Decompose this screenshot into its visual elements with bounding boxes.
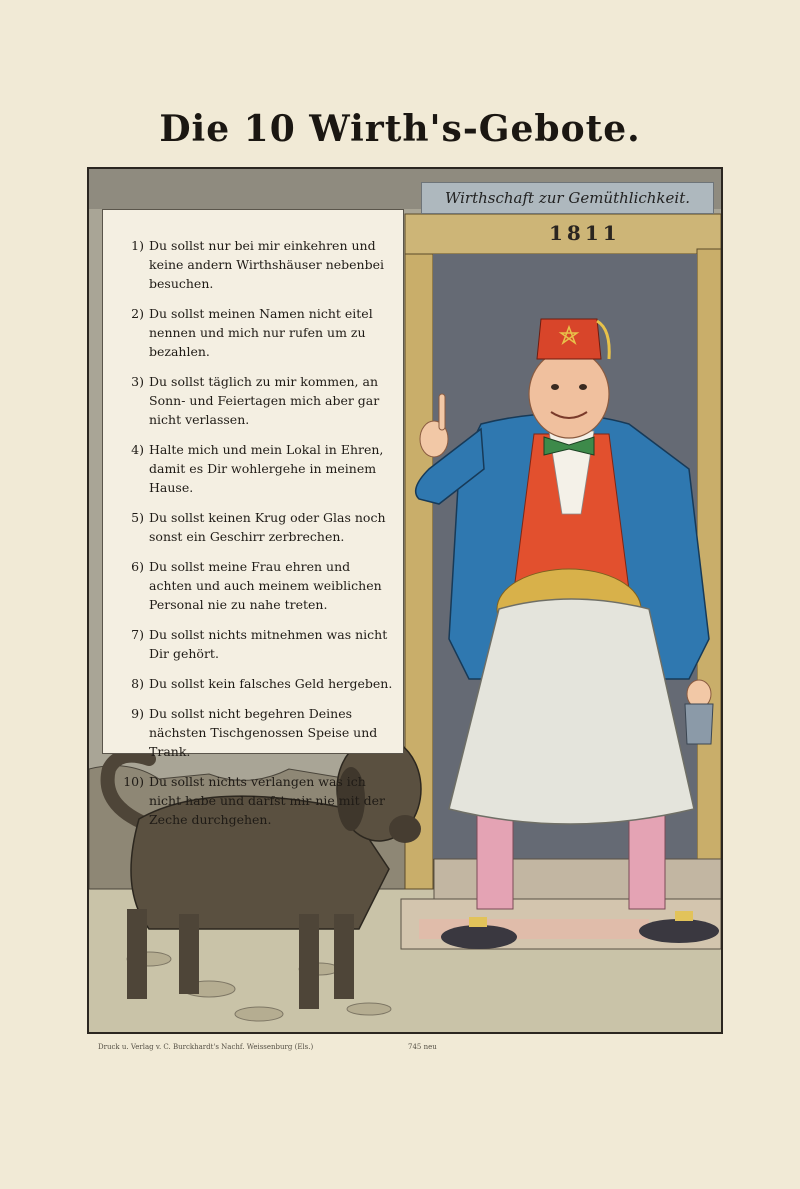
rule-text: Du sollst täglich zu mir kommen, an Sonn- und Feiertagen mich aber gar nicht verlassen.: [149, 374, 380, 427]
rule-number: 10): [123, 774, 144, 789]
rule-number: 6): [131, 559, 144, 574]
rule-text: Du sollst nur bei mir einkehren und keine andern Wirthshäuser nebenbei besuchen.: [149, 238, 384, 291]
rule-item: [111, 508, 395, 546]
rule-text: Du sollst nichts mitnehmen was nicht Dir gehört.: [149, 627, 388, 661]
publisher-imprint: Druck u. Verlag v. C. Burckhardt's Nachf. Weissenburg (Els.): [98, 1043, 314, 1051]
rule-number: 8): [131, 676, 144, 691]
rule-number: 9): [131, 706, 144, 721]
rule-text: Du sollst meine Frau ehren und achten und auch meinem weiblichen Personal nie zu nahe treten.: [149, 559, 382, 612]
head: [529, 350, 609, 438]
rule-text: Du sollst kein falsches Geld hergeben.: [149, 676, 393, 691]
rule-item: [111, 557, 395, 614]
rule-number: 4): [131, 442, 144, 457]
rule-number: 3): [131, 374, 144, 389]
tavern-sign: Wirthschaft zur Gemüthlichkeit.: [421, 182, 714, 214]
illustration-frame: [87, 167, 723, 1034]
rule-text: Halte mich und mein Lokal in Ehren, damit es Dir wohlergehe in meinem Hause.: [149, 442, 384, 495]
dog-leg-1: [127, 909, 147, 999]
tavern-year: 1811: [549, 221, 621, 245]
rule-item: [111, 304, 395, 361]
rule-item: [111, 704, 395, 761]
shoe-left: [441, 925, 517, 949]
page-title: Die 10 Wirth's-Gebote.: [159, 108, 641, 150]
rule-number: 5): [131, 510, 144, 525]
rule-number: 7): [131, 627, 144, 642]
rule-item: [111, 674, 395, 693]
raised-finger: [439, 394, 445, 430]
dog-leg-3: [299, 914, 319, 1009]
shoe-right: [639, 919, 719, 943]
print-number: 745 neu: [408, 1043, 437, 1051]
rule-number: 2): [131, 306, 144, 321]
rule-text: Du sollst meinen Namen nicht eitel nennen und mich nur rufen um zu bezahlen.: [149, 306, 373, 359]
tankard: [685, 704, 713, 744]
dog-leg-4: [334, 914, 354, 999]
rule-item: [111, 625, 395, 663]
rule-text: Du sollst nichts verlangen was ich nicht habe und darfst mir nie mit der Zeche durchgehen.: [149, 774, 385, 827]
rule-text: Du sollst nicht begehren Deines nächsten Tischgenossen Speise und Trank.: [149, 706, 378, 759]
commandments-panel: [102, 209, 404, 827]
rule-number: 1): [131, 238, 144, 253]
rule-item: [111, 440, 395, 497]
dog-leg-2: [179, 914, 199, 994]
rule-item: [111, 372, 395, 429]
rule-item: [111, 772, 395, 829]
rule-item: [111, 236, 395, 293]
rule-text: Du sollst keinen Krug oder Glas noch sonst ein Geschirr zerbrechen.: [149, 510, 386, 544]
